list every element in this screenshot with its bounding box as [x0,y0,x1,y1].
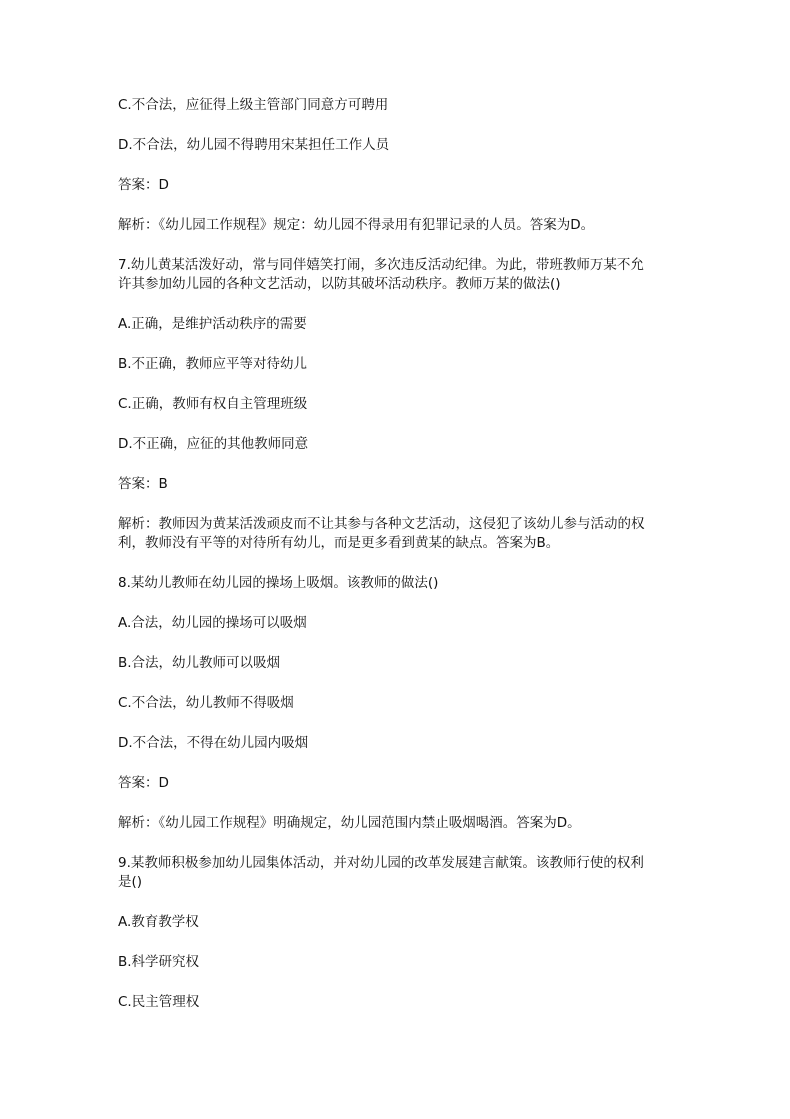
text-line: A.合法，幼儿园的操场可以吸烟 [118,615,307,631]
text-line: D.不正确，应征的其他教师同意 [118,436,309,452]
text-line: A.教育教学权 [118,914,199,930]
option-paragraph [118,654,688,673]
text-line: 答案：D [118,775,169,791]
text-line: 9.某教师积极参加幼儿园集体活动，并对幼儿园的改革发展建言献策。该教师行使的权利 [118,855,644,871]
text-line: 解析：《幼儿园工作规程》规定：幼儿园不得录用有犯罪记录的人员。答案为D。 [118,217,595,233]
text-line: 答案：B [118,476,168,492]
text-line: C.不合法，应征得上级主管部门同意方可聘用 [118,97,389,113]
answer-paragraph [118,774,688,793]
option-paragraph [118,96,688,115]
text-line: C.民主管理权 [118,994,200,1010]
option-paragraph [118,953,688,972]
explanation-paragraph [118,216,688,235]
text-line: B.合法，幼儿教师可以吸烟 [118,655,281,671]
text-line: 是() [118,874,143,890]
text-line: B.不正确，教师应平等对待幼儿 [118,356,308,372]
text-line: 7.幼儿黄某活泼好动，常与同伴嬉笑打闹，多次违反活动纪律。为此，带班教师万某不允 [118,257,644,273]
option-paragraph [118,435,688,454]
text-line: D.不合法，幼儿园不得聘用宋某担任工作人员 [118,137,390,153]
option-paragraph [118,614,688,633]
text-line: 答案：D [118,177,169,193]
text-line: 8.某幼儿教师在幼儿园的操场上吸烟。该教师的做法() [118,575,439,591]
text-line: A.正确，是维护活动秩序的需要 [118,316,307,332]
option-paragraph [118,694,688,713]
text-line: C.正确，教师有权自主管理班级 [118,396,308,412]
text-line: C.不合法，幼儿教师不得吸烟 [118,695,294,711]
answer-paragraph [118,176,688,195]
text-line: 解析：《幼儿园工作规程》明确规定，幼儿园范围内禁止吸烟喝酒。答案为D。 [118,815,581,831]
answer-paragraph [118,475,688,494]
option-paragraph [118,734,688,753]
text-line: 利，教师没有平等的对待所有幼儿，而是更多看到黄某的缺点。答案为B。 [118,535,560,551]
text-line: D.不合法，不得在幼儿园内吸烟 [118,735,309,751]
question-paragraph [118,256,688,294]
explanation-paragraph [118,814,688,833]
text-line: 许其参加幼儿园的各种文艺活动，以防其破坏活动秩序。教师万某的做法() [118,276,561,292]
option-paragraph [118,355,688,374]
document-page [118,96,688,1033]
text-line: B.科学研究权 [118,954,200,970]
explanation-paragraph [118,515,688,553]
option-paragraph [118,395,688,414]
option-paragraph [118,315,688,334]
option-paragraph [118,913,688,932]
text-line: 解析：教师因为黄某活泼顽皮而不让其参与各种文艺活动，这侵犯了该幼儿参与活动的权 [118,516,645,532]
question-paragraph [118,854,688,892]
option-paragraph [118,136,688,155]
option-paragraph [118,993,688,1012]
question-paragraph [118,574,688,593]
